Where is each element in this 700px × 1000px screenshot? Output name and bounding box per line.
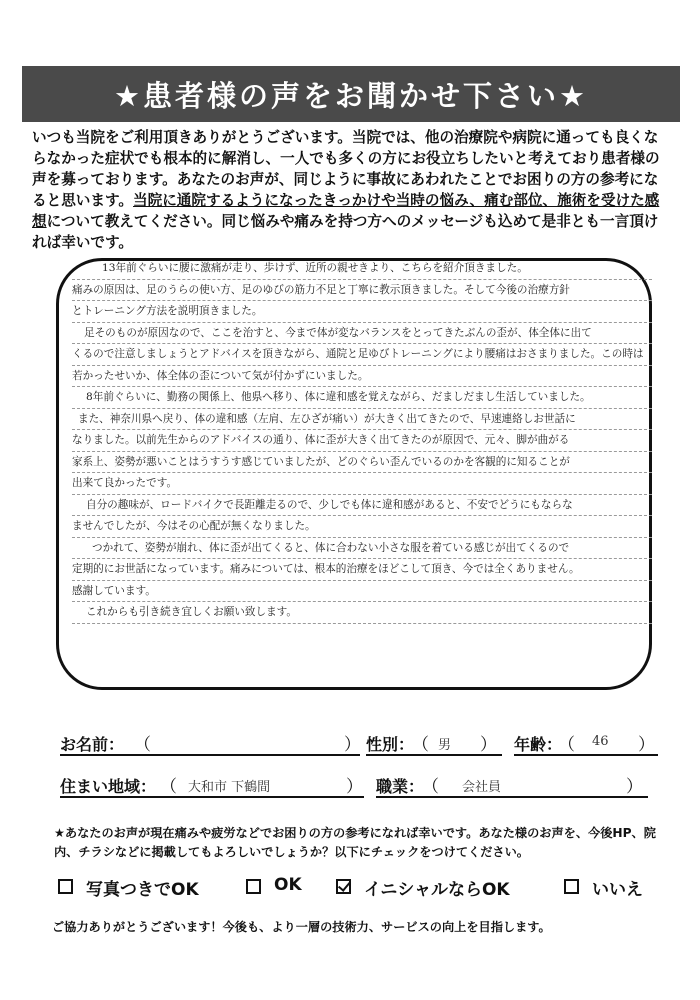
consent-checkbox-initials[interactable] xyxy=(336,879,351,894)
gender-value[interactable]: 男 xyxy=(438,738,452,753)
job-label: 職業： xyxy=(376,777,425,796)
testimonial-line: また、神奈川県へ戻り、体の違和感（左肩、左ひざが痛い）が大きく出てきたので、早速連絡しお世話に xyxy=(72,409,652,431)
consent-checkbox-no[interactable] xyxy=(564,879,579,894)
consent-label-initials: イニシャルならOK xyxy=(364,880,510,900)
testimonial-line: つかれて、姿勢が崩れ、体に歪が出てくると、体に合わない小さな服を着ている感じが出てくるので xyxy=(72,538,652,560)
intro-text-2: について教えてください。同じ悩みや痛みを持つ方へのメッセージも込めて是非とも一言頂ければ幸いです。 xyxy=(32,213,659,251)
job-value[interactable]: 会社員 xyxy=(462,780,502,795)
testimonial-line: くるので注意しましょうとアドバイスを頂きながら、通院と足ゆびトレーニングにより腰痛はおさまりました。この時は xyxy=(72,344,652,366)
intro-paragraph xyxy=(32,127,672,253)
job-underline xyxy=(376,796,648,798)
age-paren-close: ） xyxy=(638,735,655,755)
age-underline xyxy=(514,754,658,756)
consent-label-ok: OK xyxy=(274,875,302,895)
gender-underline xyxy=(366,754,502,756)
name-label: お名前： xyxy=(60,735,125,754)
gender-paren-open: （ xyxy=(412,735,429,755)
testimonial-lines xyxy=(72,258,652,624)
area-underline xyxy=(60,796,364,798)
name-paren-open: （ xyxy=(134,735,151,755)
intro-text-1: いつも当院をご利用頂きありがとうございます。当院では、他の治療院や病院に通っても良くならなかった症状でも根本的に解消し、一人でも多くの方にお役立ちしたいと考えており患者様の声を募っております。あなたのお声が、同じように事故にあわれたことでお困りの方の参考になると思います。 xyxy=(32,129,660,209)
publication-notice: ★あなたのお声が現在痛みや疲労などでお困りの方の参考になれば幸いです。あなた様のお声を、今後HP、院内、チラシなどに掲載してもよろしいでしょうか？以下にチェックをつけてください。 xyxy=(54,826,656,859)
testimonial-line: 家系上、姿勢が悪いことはうすうす感じていましたが、どのぐらい歪んでいるのかを客観的に知ることが xyxy=(72,452,652,474)
consent-label-no: いいえ xyxy=(592,880,643,900)
consent-label-photo: 写真つきでOK xyxy=(86,880,199,900)
age-paren-open: （ xyxy=(558,735,575,755)
testimonial-line: 8年前ぐらいに、勤務の関係上、他県へ移り、体に違和感を覚えながら、だましだまし生活していました。 xyxy=(72,387,652,409)
testimonial-line: 定期的にお世話になっています。痛みについては、根本的治療をほどこして頂き、今では全くありません。 xyxy=(72,559,652,581)
job-paren-open: （ xyxy=(422,777,439,797)
testimonial-line: 痛みの原因は、足のうらの使い方、足のゆびの筋力不足と丁寧に教示頂きました。そして今後の治療方針 xyxy=(72,280,652,302)
testimonial-line: とトレーニング方法を説明頂きました。 xyxy=(72,301,652,323)
gender-label: 性別： xyxy=(366,735,415,754)
job-paren-close: ） xyxy=(626,777,643,797)
form-row-area xyxy=(60,772,660,800)
age-label: 年齢： xyxy=(514,735,563,754)
testimonial-line: これからも引き続き宜しくお願い致します。 xyxy=(72,602,652,624)
area-paren-close: ） xyxy=(346,777,363,797)
testimonial-line: 出来て良かったです。 xyxy=(72,473,652,495)
testimonial-line: 13年前ぐらいに腰に激痛が走り、歩けず、近所の親せきより、こちらを紹介頂きました。 xyxy=(72,258,652,280)
name-paren-close: ） xyxy=(344,735,361,755)
testimonial-line: ませんでしたが、今はその心配が無くなりました。 xyxy=(72,516,652,538)
testimonial-line: 感謝しています。 xyxy=(72,581,652,603)
thanks-message: ご協力ありがとうございます！今後も、より一層の技術力、サービスの向上を目指します。 xyxy=(52,920,551,934)
area-paren-open: （ xyxy=(160,777,177,797)
consent-checkbox-ok[interactable] xyxy=(246,879,261,894)
form-row-name xyxy=(60,730,660,758)
intro-emphasis: 当院に通院するようになったきっかけや当時の悩み、痛む部位、施術を受けた感想 xyxy=(32,192,660,230)
testimonial-line: 若かったせいか、体全体の歪について気が付かずにいました。 xyxy=(72,366,652,388)
consent-options xyxy=(52,874,672,904)
testimonial-line: なりました。以前先生からのアドバイスの通り、体に歪が大きく出てきたのが原因で、元々、脚が曲がる xyxy=(72,430,652,452)
consent-checkbox-photo[interactable] xyxy=(58,879,73,894)
gender-paren-close: ） xyxy=(480,735,497,755)
age-value[interactable]: 46 xyxy=(592,734,609,749)
area-label: 住まい地域： xyxy=(60,777,157,796)
testimonial-line: 足そのものが原因なので、ここを治すと、今まで体が変なバランスをとってきたぶんの歪が、体全体に出て xyxy=(72,323,652,345)
testimonial-line: 自分の趣味が、ロードバイクで長距離走るので、少しでも体に違和感があると、不安でどうにもならな xyxy=(72,495,652,517)
area-value[interactable]: 大和市 下鶴間 xyxy=(188,780,271,795)
page-title: ★患者様の声をお聞かせ下さい★ xyxy=(114,78,588,113)
page-title-banner xyxy=(22,66,680,122)
name-underline xyxy=(60,754,360,756)
